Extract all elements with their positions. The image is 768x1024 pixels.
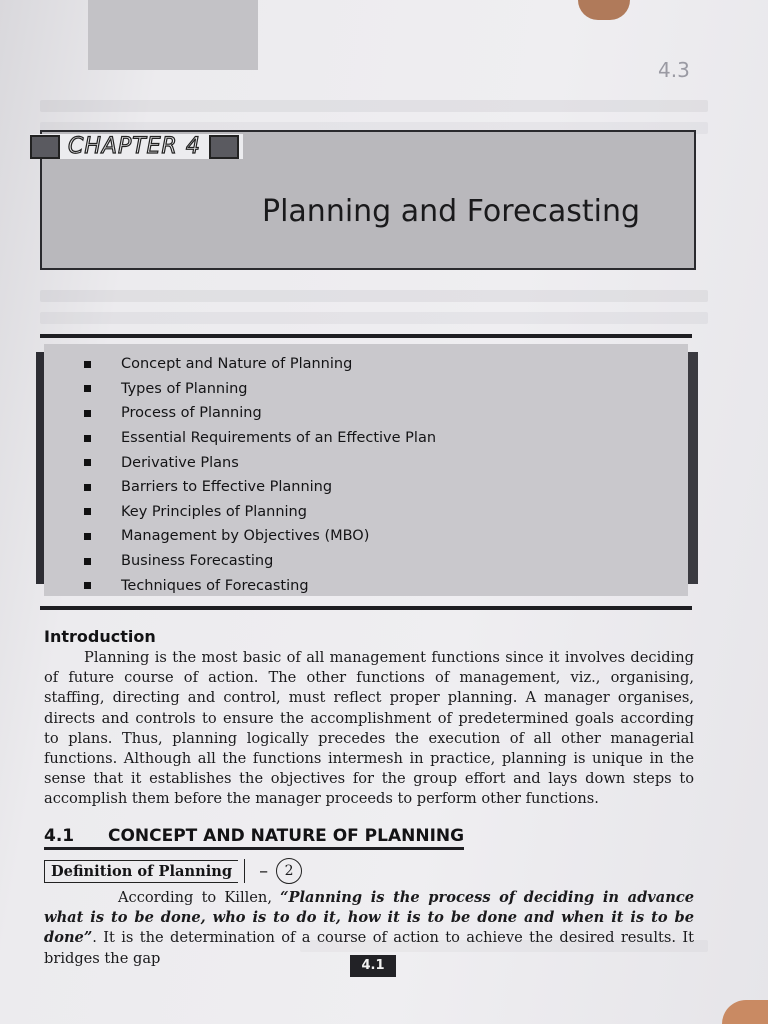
- square-ornament-icon: [209, 135, 239, 159]
- contents-item-label: Business Forecasting: [121, 553, 274, 570]
- section-4-1: [44, 826, 694, 969]
- chapter-label-row: [30, 134, 243, 159]
- section-heading: [44, 826, 464, 850]
- annotation-circled-number: 2: [276, 858, 302, 884]
- contents-side-bar: [688, 352, 698, 584]
- section-number: 4.1: [44, 826, 75, 846]
- chapter-label: CHAPTER 4: [68, 134, 201, 159]
- contents-item: [84, 450, 436, 475]
- contents-item: [84, 524, 436, 549]
- introduction-heading: Introduction: [44, 627, 156, 646]
- divider: [40, 334, 692, 338]
- definition-rest: . It is the determination of a course of action to achieve the desired results. It bridges the gap: [44, 929, 694, 967]
- contents-list: [84, 352, 436, 598]
- chapter-contents: [40, 334, 692, 610]
- contents-item-label: Types of Planning: [121, 380, 248, 397]
- square-bullet-icon: [84, 435, 91, 442]
- page-number: 4.1: [350, 955, 396, 977]
- contents-item-label: Barriers to Effective Planning: [121, 479, 333, 496]
- section-title: CONCEPT AND NATURE OF PLANNING: [107, 826, 465, 846]
- chapter-banner: [40, 130, 696, 270]
- contents-item-label: Techniques of Forecasting: [121, 577, 309, 594]
- bleed-through-line: [40, 290, 708, 302]
- bleed-through-line: [40, 312, 708, 324]
- finger: [578, 0, 630, 20]
- annotation-dash: –: [259, 860, 269, 882]
- introduction-text: Planning is the most basic of all management functions since it involves deciding of future course of action. The other functions of management, viz., organising, staffing, directing and control, must reflect proper planning. A manager organises, directs and controls to ensure the accomplishment of predetermined goals according to plans. Thus, planning logically precedes the execution of all other managerial functions. Although all the functions intermesh in practice, planning is unique in the sense that it establishes the objectives for the group effort and lays down steps to accomplish them before the manager proceeds to perform other functions.: [44, 649, 694, 808]
- square-bullet-icon: [84, 361, 91, 368]
- contents-item: [84, 352, 436, 377]
- bleed-through-line: [40, 100, 708, 112]
- square-bullet-icon: [84, 582, 91, 589]
- contents-item: [84, 573, 436, 598]
- contents-item: [84, 426, 436, 451]
- contents-item: [84, 475, 436, 500]
- contents-item: [84, 401, 436, 426]
- introduction-paragraph: [44, 648, 694, 810]
- square-bullet-icon: [84, 484, 91, 491]
- divider: [40, 606, 692, 610]
- definition-row: [44, 858, 694, 884]
- finger: [722, 1000, 768, 1024]
- square-bullet-icon: [84, 410, 91, 417]
- contents-item-label: Process of Planning: [121, 405, 262, 422]
- definition-quote: “Planning is the process of deciding in advance what is to be done, who is to do it, how it is to be done and when it is to be done”: [44, 889, 695, 947]
- square-bullet-icon: [84, 385, 91, 392]
- square-bullet-icon: [84, 558, 91, 565]
- contents-item: [84, 549, 436, 574]
- square-ornament-icon: [30, 135, 60, 159]
- contents-item-label: Key Principles of Planning: [121, 503, 307, 520]
- contents-item-label: Derivative Plans: [121, 454, 239, 471]
- header-page-ref: 4.3: [658, 58, 690, 82]
- header-tab: [88, 0, 258, 70]
- contents-side-bar: [36, 352, 44, 584]
- contents-item: [84, 377, 436, 402]
- definition-label: Definition of Planning: [44, 860, 238, 883]
- chapter-title: Planning and Forecasting: [262, 194, 641, 229]
- contents-item-label: Essential Requirements of an Effective Plan: [121, 430, 437, 447]
- definition-lead: According to Killen,: [118, 889, 281, 906]
- contents-item: [84, 500, 436, 525]
- square-bullet-icon: [84, 459, 91, 466]
- square-bullet-icon: [84, 533, 91, 540]
- square-bullet-icon: [84, 508, 91, 515]
- contents-item-label: Management by Objectives (MBO): [121, 528, 370, 545]
- contents-item-label: Concept and Nature of Planning: [121, 356, 353, 373]
- introduction-section: [44, 627, 694, 810]
